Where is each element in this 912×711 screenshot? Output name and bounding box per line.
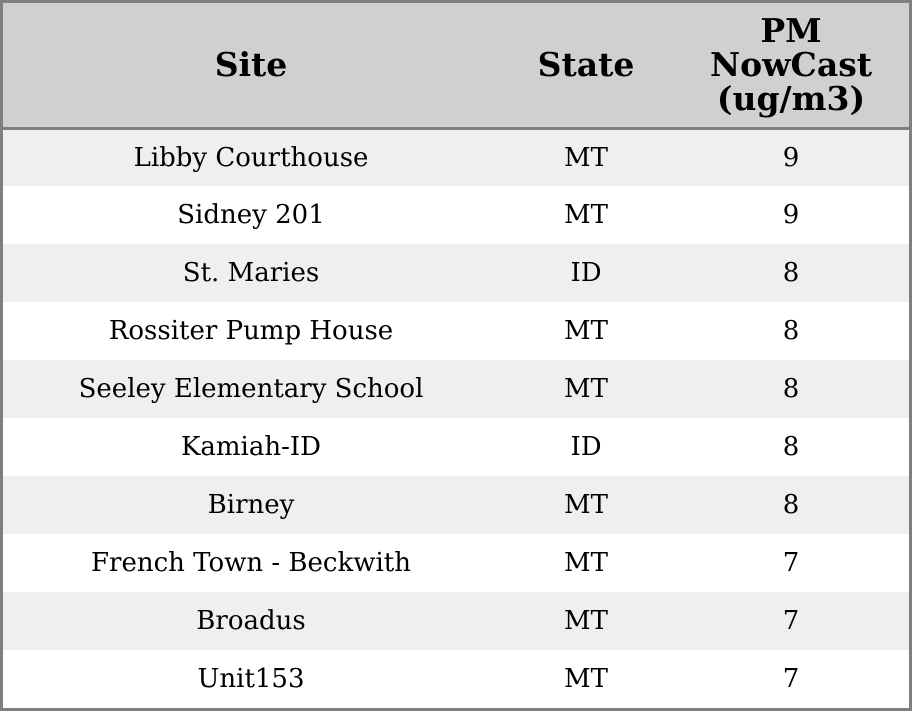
table-row bbox=[3, 128, 909, 186]
state-cell: MT bbox=[564, 490, 608, 520]
header-state: State bbox=[499, 3, 673, 128]
table-row bbox=[3, 534, 909, 592]
pm-cell: 8 bbox=[782, 316, 800, 346]
site-cell: Birney bbox=[207, 490, 295, 520]
header-row bbox=[3, 3, 909, 128]
header-site: Site bbox=[3, 3, 499, 128]
table-body bbox=[3, 128, 909, 708]
pm-cell: 8 bbox=[782, 490, 800, 520]
table-row bbox=[3, 244, 909, 302]
state-cell: MT bbox=[564, 664, 608, 694]
state-cell: MT bbox=[564, 606, 608, 636]
table-row bbox=[3, 186, 909, 244]
site-cell: Broadus bbox=[196, 606, 306, 636]
table-row bbox=[3, 302, 909, 360]
pm-cell: 8 bbox=[782, 258, 800, 288]
pm-cell: 8 bbox=[782, 374, 800, 404]
table-row bbox=[3, 476, 909, 534]
state-cell: MT bbox=[564, 142, 608, 173]
site-cell: Unit153 bbox=[197, 664, 305, 694]
pm-cell: 9 bbox=[782, 200, 800, 230]
pm-nowcast-table bbox=[3, 3, 909, 708]
state-cell: MT bbox=[564, 316, 608, 346]
pm-cell: 9 bbox=[782, 142, 800, 173]
site-cell: French Town - Beckwith bbox=[90, 548, 412, 578]
table-row bbox=[3, 418, 909, 476]
site-cell: Libby Courthouse bbox=[133, 142, 369, 173]
pm-cell: 7 bbox=[782, 548, 800, 578]
table-header bbox=[3, 3, 909, 128]
pm-cell: 7 bbox=[782, 664, 800, 694]
pm-cell: 8 bbox=[782, 432, 800, 462]
table-row bbox=[3, 592, 909, 650]
site-cell: Kamiah-ID bbox=[180, 432, 322, 462]
site-cell: St. Maries bbox=[182, 258, 320, 288]
header-pm-nowcast bbox=[673, 3, 909, 128]
site-cell: Rossiter Pump House bbox=[108, 316, 394, 346]
header-pm-line1: PM bbox=[760, 10, 822, 50]
state-cell: MT bbox=[564, 548, 608, 578]
state-cell: ID bbox=[570, 258, 602, 288]
site-cell: Seeley Elementary School bbox=[78, 374, 424, 404]
table-row bbox=[3, 360, 909, 418]
state-cell: ID bbox=[570, 432, 602, 462]
pm-cell: 7 bbox=[782, 606, 800, 636]
site-cell: Sidney 201 bbox=[177, 200, 325, 230]
header-pm-line3: (ug/m3) bbox=[716, 78, 866, 118]
state-cell: MT bbox=[564, 200, 608, 230]
table-row bbox=[3, 650, 909, 708]
state-cell: MT bbox=[564, 374, 608, 404]
header-pm-line2: NowCast bbox=[709, 44, 873, 84]
